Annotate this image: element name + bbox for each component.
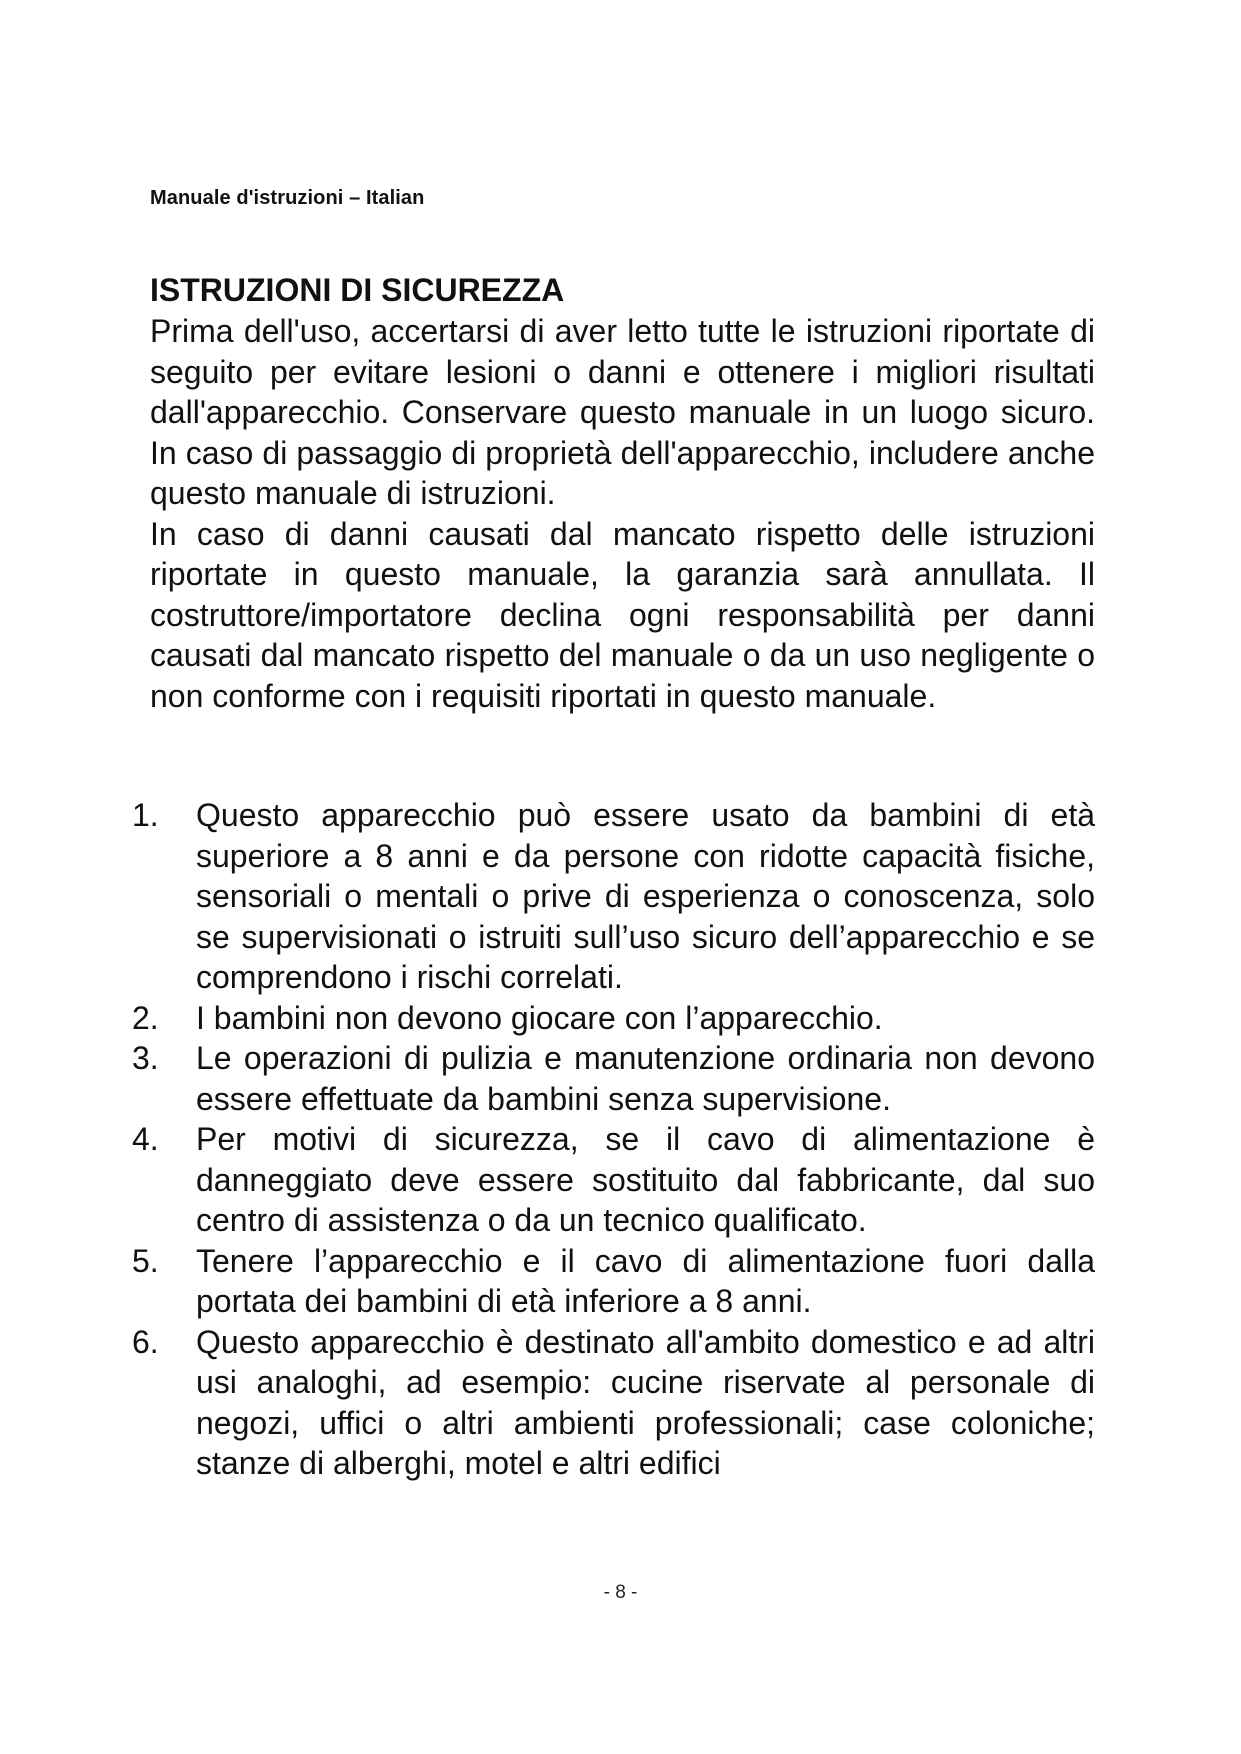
safety-instructions-list bbox=[128, 795, 1095, 1484]
list-item bbox=[128, 1241, 1095, 1322]
list-item-text: Le operazioni di pulizia e manutenzione ordinaria non devono essere effettuate da bambini senza supervisione. bbox=[196, 1040, 1095, 1117]
list-item-number: 1. bbox=[132, 797, 159, 833]
list-item bbox=[128, 1322, 1095, 1484]
list-item-text: Questo apparecchio può essere usato da bambini di età superiore a 8 anni e da persone con ridotte capacità fisiche, sensoriali o mentali o prive di esperienza o conoscenza, solo se supervisionati o istruiti sull’uso sicuro dell’apparecchio e se comprendono i rischi correlati. bbox=[196, 797, 1095, 995]
document-header-title: Manuale d'istruzioni – Italian bbox=[150, 187, 425, 209]
list-item bbox=[128, 998, 1095, 1039]
list-item-number: 3. bbox=[132, 1040, 159, 1076]
list-item-number: 5. bbox=[132, 1242, 159, 1279]
list-item-text: Tenere l’apparecchio e il cavo di alimentazione fuori dalla portata dei bambini di età inferiore a 8 anni. bbox=[196, 1242, 1095, 1319]
list-item-number: 6. bbox=[132, 1323, 159, 1360]
list-item bbox=[128, 1119, 1095, 1241]
list-item-text: Questo apparecchio è destinato all'ambito domestico e ad altri usi analoghi, ad esempio: cucine riservate al personale di negozi, uffici o altri ambienti professionali; case coloniche; stanze di alberghi, motel e altri edifici bbox=[196, 1323, 1095, 1481]
list-item-text: Per motivi di sicurezza, se il cavo di alimentazione è danneggiato deve essere sostituito dal fabbricante, dal suo centro di assistenza o da un tecnico qualificato. bbox=[196, 1121, 1095, 1238]
intro-paragraph: Prima dell'uso, accertarsi di aver letto tutte le istruzioni riportate di seguito per evitare lesioni o danni e ottenere i migliori risultati dall'apparecchio. Conservare questo manuale in un luogo sicuro. In caso di passaggio di proprietà dell'apparecchio, includere anche questo manuale di istruzioni. bbox=[150, 313, 1095, 511]
intro-text-block bbox=[150, 311, 1095, 716]
list-item bbox=[128, 1038, 1095, 1119]
list-item-number: 2. bbox=[132, 999, 159, 1036]
list-item-number: 4. bbox=[132, 1121, 159, 1157]
list-item bbox=[128, 795, 1095, 998]
page-number: - 8 - bbox=[603, 1582, 638, 1603]
list-item-text: I bambini non devono giocare con l’apparecchio. bbox=[196, 999, 883, 1036]
section-heading: ISTRUZIONI DI SICUREZZA bbox=[150, 272, 565, 308]
warranty-paragraph: In caso di danni causati dal mancato rispetto delle istruzioni riportate in questo manuale, la garanzia sarà annullata. Il costruttore/importatore declina ogni responsabilità per danni causati dal mancato rispetto del manuale o da un uso negligente o non conforme con i requisiti riportati in questo manuale. bbox=[150, 515, 1095, 714]
